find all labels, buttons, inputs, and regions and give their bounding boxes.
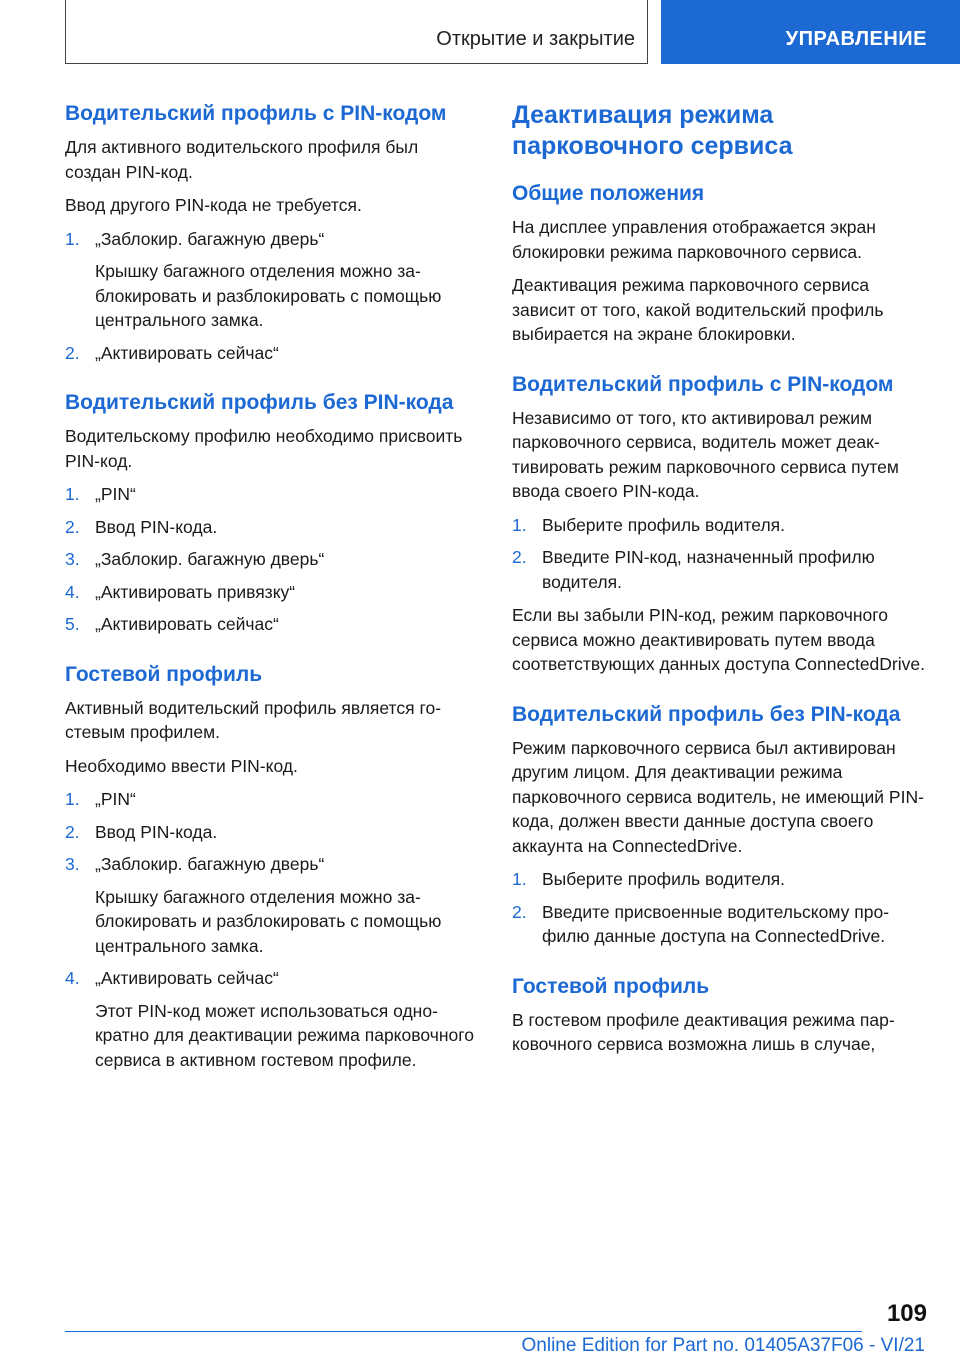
step-number: 2. [512, 547, 527, 567]
section-driver-profile-with-pin [65, 100, 477, 365]
step-item [65, 580, 477, 605]
step-number: 1. [65, 228, 80, 249]
step-number: 1. [512, 869, 527, 889]
step-text: Ввод PIN-кода. [95, 516, 218, 537]
section-heading: Водительский профиль с PIN-кодом [512, 372, 894, 396]
section-guest-profile-deactivation [512, 973, 927, 1057]
paragraph: На дисплее управления отображается экран блокировки режима парковочного сервиса. [512, 217, 876, 262]
step-item [65, 820, 477, 845]
steps-list [65, 482, 477, 637]
chapter-title: УПРАВЛЕНИЕ [785, 28, 927, 50]
paragraph: Необходимо ввести PIN-код. [65, 755, 298, 776]
paragraph: В гостевом профиле деактивация режима парковочного сервиса возможна лишь в случае, [512, 1009, 895, 1054]
section-heading: Водительский профиль без PIN-кода [65, 391, 454, 414]
step-text: Введите PIN-код, назначенный профилю водителя. [542, 547, 875, 592]
step-text: „Активировать сейчас“ [95, 614, 279, 634]
step-text: Выберите профиль водителя. [542, 514, 785, 535]
step-item [65, 852, 477, 958]
step-text: „PIN“ [95, 789, 136, 809]
section-deactivate-with-pin [512, 371, 927, 677]
step-number: 1. [65, 789, 80, 809]
chapter-tab[interactable] [661, 0, 960, 64]
step-item [512, 900, 927, 949]
step-number: 4. [65, 581, 80, 602]
step-number: 2. [65, 821, 80, 842]
section-heading: Водительский профиль без PIN-кода [512, 702, 901, 726]
step-item [512, 513, 927, 538]
footer-divider [65, 1331, 862, 1332]
page-number: 109 [886, 1300, 927, 1327]
step-text: „Заблокир. багажную дверь“ [95, 228, 325, 249]
right-column [512, 100, 927, 1081]
step-number: 1. [512, 514, 527, 535]
step-number: 1. [65, 484, 80, 504]
step-number: 2. [512, 901, 527, 922]
section-heading: Общие положения [512, 182, 705, 205]
paragraph: Режим парковочного сервиса был активирован другим лицом. Для деактивации режима парковочного сервиса водитель, не имеющий PIN-кода, должен ввести данные доступа своего аккаунта на ConnectedDrive. [512, 737, 924, 856]
step-text: „Заблокир. багажную дверь“ [95, 854, 325, 874]
paragraph: Водительскому профилю необходимо присвоить PIN-код. [65, 426, 463, 471]
step-item [65, 341, 477, 366]
step-number: 3. [65, 854, 80, 874]
paragraph: Деактивация режима парковочного сервиса зависит от того, какой водительский профиль выбирается на экране блокировки. [512, 275, 884, 344]
running-header-section [65, 0, 648, 64]
section-deactivate-without-pin [512, 701, 927, 949]
step-text: „Активировать сейчас“ [95, 968, 279, 988]
step-item [65, 515, 477, 540]
chapter-heading: Деактивация режима парковочного сервиса [512, 101, 793, 160]
step-number: 2. [65, 342, 80, 363]
section-general [512, 180, 927, 347]
section-heading: Гостевой профиль [65, 662, 263, 686]
step-item [65, 547, 477, 572]
step-item [65, 482, 477, 507]
step-text: „Активировать привязку“ [95, 581, 296, 602]
step-item [65, 227, 477, 333]
step-number: 4. [65, 968, 80, 988]
step-text: „Заблокир. багажную дверь“ [95, 549, 325, 569]
left-column [65, 100, 477, 1096]
step-text: Выберите профиль водителя. [542, 869, 785, 889]
step-note: Этот PIN-код может использоваться однократно для деактивации режима парковочного сервиса в активном гостевом профиле. [95, 1000, 474, 1070]
step-note: Крышку багажного отделения можно заблокировать и разблокировать с помощью центрального замка. [95, 886, 442, 956]
step-item [65, 787, 477, 812]
steps-list [512, 513, 927, 595]
step-item [65, 966, 477, 1072]
paragraph: Для активного водительского профиля был создан PIN-код. [65, 137, 419, 182]
steps-list [65, 227, 477, 366]
step-text: „Активировать сейчас“ [95, 342, 279, 363]
section-heading: Гостевой профиль [512, 974, 710, 998]
paragraph: Активный водительский профиль является гостевым профилем. [65, 697, 442, 742]
step-number: 5. [65, 614, 80, 634]
section-guest-profile [65, 661, 477, 1073]
step-text: „PIN“ [95, 484, 136, 504]
section-driver-profile-without-pin [65, 389, 477, 637]
edition-info: Online Edition for Part no. 01405A37F06 - VI/21 [521, 1335, 925, 1356]
steps-list [65, 787, 477, 1072]
step-item [512, 867, 927, 892]
steps-list [512, 867, 927, 949]
step-number: 3. [65, 549, 80, 569]
step-note: Крышку багажного отделения можно заблокировать и разблокировать с помощью центрального замка. [95, 261, 442, 330]
step-number: 2. [65, 516, 80, 537]
paragraph: Если вы забыли PIN-код, режим парковочного сервиса можно деактивировать путем ввода соответствующих данных доступа ConnectedDrive. [512, 605, 925, 674]
paragraph: Независимо от того, кто активировал режим парковочного сервиса, водитель может деактивировать режим парковочного сервиса путем ввода своего PIN-кода. [512, 407, 899, 501]
section-heading: Водительский профиль с PIN-кодом [65, 102, 447, 125]
paragraph: Ввод другого PIN-кода не требуется. [65, 195, 362, 215]
step-text: Введите присвоенные водительскому профилю данные доступа на ConnectedDrive. [542, 901, 890, 946]
step-text: Ввод PIN-кода. [95, 821, 218, 842]
step-item [512, 545, 927, 594]
section-title: Открытие и закрытие [436, 28, 635, 50]
step-item [65, 612, 477, 637]
